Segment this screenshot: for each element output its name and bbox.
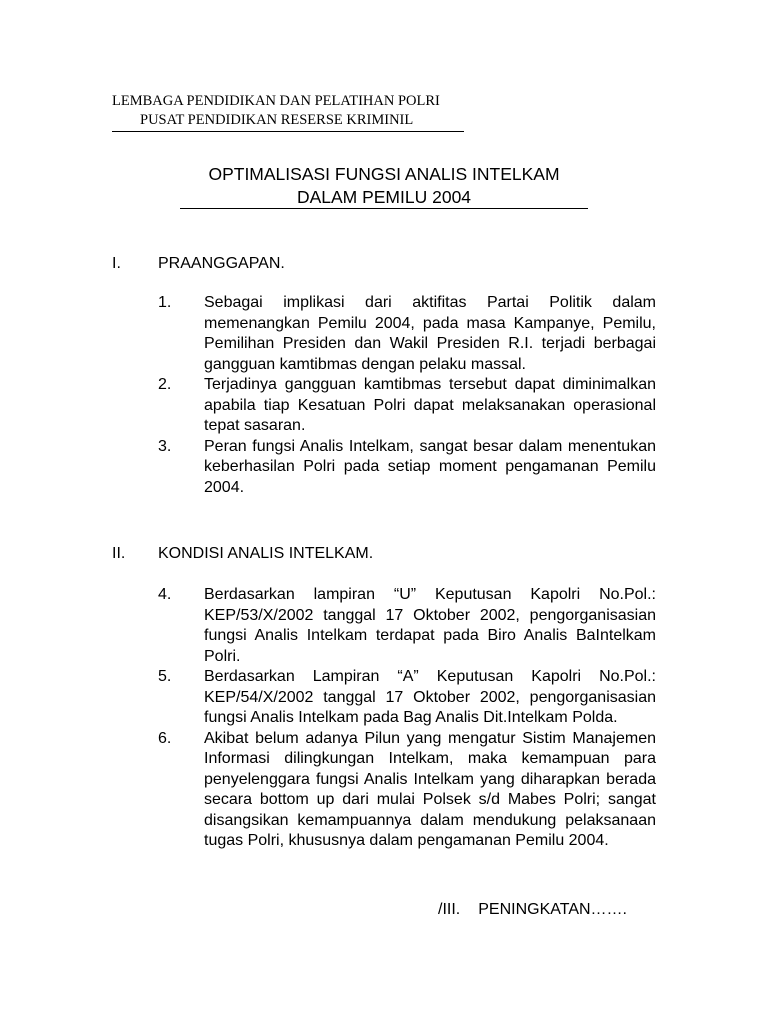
- item-text: Berdasarkan lampiran “U” Keputusan Kapolri No.Pol.: KEP/53/X/2002 tanggal 17 Oktober 2002, pengorganisasian fungsi Analis Intelkam terdapat pada Biro Analis BaIntelkam Polri.: [204, 586, 656, 665]
- list-item: [158, 729, 656, 852]
- page-continuation: [438, 899, 627, 920]
- item-text: Terjadinya gangguan kamtibmas tersebut dapat diminimalkan apabila tiap Kesatuan Polri dapat melaksanakan operasional tepat sasaran.: [204, 376, 656, 434]
- item-text: Sebagai implikasi dari aktifitas Partai Politik dalam memenangkan Pemilu 2004, pada masa Kampanye, Pemilu, Pemilihan Presiden dan Wakil Presiden R.I. terjadi berbagai gangguan kamtibmas dengan pelaku massal.: [204, 294, 656, 373]
- item-number: 4.: [158, 586, 172, 603]
- department-name: PUSAT PENDIDIKAN RESERSE KRIMINIL: [112, 111, 464, 132]
- item-number: 3.: [158, 437, 172, 455]
- section-title: PRAANGGAPAN.: [158, 255, 285, 272]
- institution-name: LEMBAGA PENDIDIKAN DAN PELATIHAN POLRI: [112, 93, 440, 109]
- list-item: [158, 585, 656, 667]
- continuation-next: PENINGKATAN…….: [478, 901, 627, 918]
- item-number: 6.: [158, 729, 172, 747]
- document-title: [175, 163, 593, 209]
- document-header: [112, 92, 464, 132]
- item-number: 2.: [158, 376, 172, 393]
- section-title: KONDISI ANALIS INTELKAM.: [158, 545, 374, 562]
- list-item: [158, 293, 656, 375]
- item-number: 5.: [158, 668, 172, 685]
- section-items: [158, 585, 656, 852]
- title-line-2: DALAM PEMILU 2004: [180, 187, 588, 209]
- item-number: 1.: [158, 294, 172, 311]
- item-text: Berdasarkan Lampiran “A” Keputusan Kapolri No.Pol.: KEP/54/X/2002 tanggal 17 Oktober 2002, pengorganisasian fungsi Analis Intelkam pada Bag Analis Dit.Intelkam Polda.: [204, 668, 656, 726]
- list-item: [158, 375, 656, 437]
- item-text: Peran fungsi Analis Intelkam, sangat besar dalam menentukan keberhasilan Polri pada setiap moment pengamanan Pemilu 2004.: [204, 437, 656, 496]
- section-number: II.: [112, 545, 126, 562]
- list-item: [158, 437, 656, 499]
- list-item: [158, 667, 656, 729]
- section-items: [158, 293, 656, 498]
- title-line-1: OPTIMALISASI FUNGSI ANALIS INTELKAM: [208, 164, 560, 184]
- section-number: I.: [112, 255, 121, 272]
- continuation-ref: /III.: [438, 901, 461, 918]
- item-text: Akibat belum adanya Pilun yang mengatur Sistim Manajemen Informasi dilingkungan Intelkam, maka kemampuan para penyelenggara fungsi Analis Intelkam yang diharapkan berada secara bottom up dari mulai Polsek s/d Mabes Polri; sangat disangsikan kemampuannya dalam mendukung pelaksanaan tugas Polri, khususnya dalam pengamanan Pemilu 2004.: [204, 729, 656, 849]
